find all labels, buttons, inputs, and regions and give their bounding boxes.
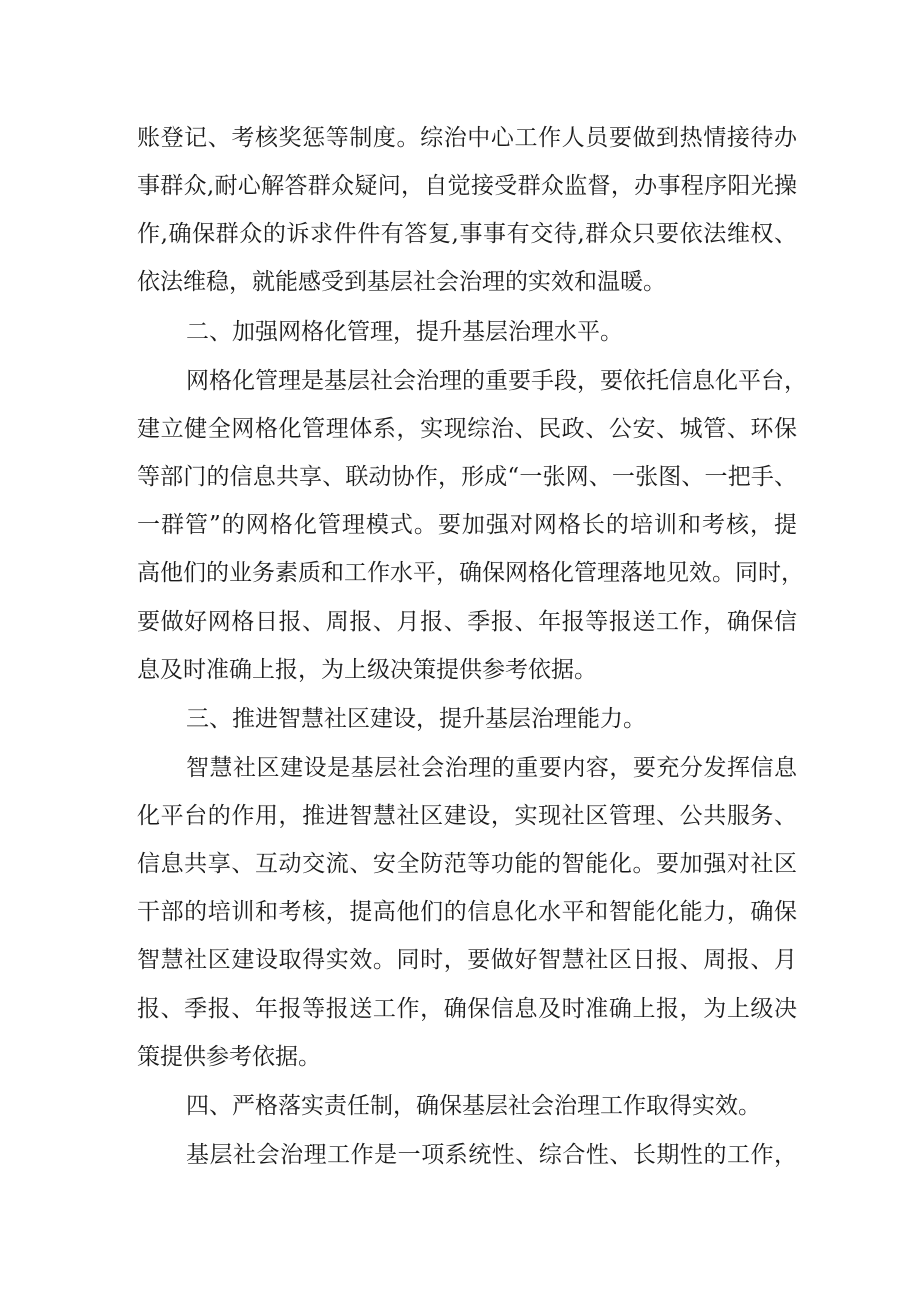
text-line: 账登记、考核奖惩等制度。综治中心工作人员要做到热情接待办 bbox=[137, 125, 797, 151]
text-line: 智慧社区建设是基层社会治理的重要内容，要充分发挥信息 bbox=[186, 755, 797, 781]
text-line: 信息共享、互动交流、安全防范等功能的智能化。要加强对社区 bbox=[137, 851, 797, 877]
text-line: 网格化管理是基层社会治理的重要手段，要依托信息化平台， bbox=[186, 368, 807, 394]
text-line: 基层社会治理工作是一项系统性、综合性、长期性的工作， bbox=[186, 1142, 797, 1168]
text-line: 报、季报、年报等报送工作，确保信息及时准确上报，为上级决 bbox=[137, 996, 797, 1022]
text-line: 事群众,耐心解答群众疑问，自觉接受群众监督，办事程序阳光操 bbox=[137, 173, 797, 199]
text-line: 化平台的作用，推进智慧社区建设，实现社区管理、公共服务、 bbox=[137, 803, 797, 829]
text-line: 等部门的信息共享、联动协作，形成“一张网、一张图、一把手、 bbox=[137, 464, 797, 490]
text-line: 要做好网格日报、周报、月报、季报、年报等报送工作，确保信 bbox=[137, 609, 797, 635]
text-line: 建立健全网格化管理体系，实现综治、民政、公安、城管、环保 bbox=[137, 416, 797, 442]
text-line: 一群管”的网格化管理模式。要加强对网格长的培训和考核，提 bbox=[137, 512, 797, 538]
section-heading: 四、严格落实责任制，确保基层社会治理工作取得实效。 bbox=[186, 1093, 761, 1119]
text-line: 策提供参考依据。 bbox=[137, 1044, 321, 1070]
text-line: 智慧社区建设取得实效。同时，要做好智慧社区日报、周报、月 bbox=[137, 947, 797, 973]
text-line: 依法维稳，就能感受到基层社会治理的实效和温暖。 bbox=[137, 269, 666, 295]
section-heading: 三、推进智慧社区建设，提升基层治理能力。 bbox=[186, 706, 646, 732]
section-heading: 二、加强网格化管理，提升基层治理水平。 bbox=[186, 319, 623, 345]
text-line: 作,确保群众的诉求件件有答复,事事有交待,群众只要依法维权、 bbox=[137, 221, 797, 247]
text-line: 息及时准确上报，为上级决策提供参考依据。 bbox=[137, 657, 597, 683]
text-line: 高他们的业务素质和工作水平，确保网格化管理落地见效。同时， bbox=[137, 560, 804, 586]
text-line: 干部的培训和考核，提高他们的信息化水平和智能化能力，确保 bbox=[137, 899, 797, 925]
